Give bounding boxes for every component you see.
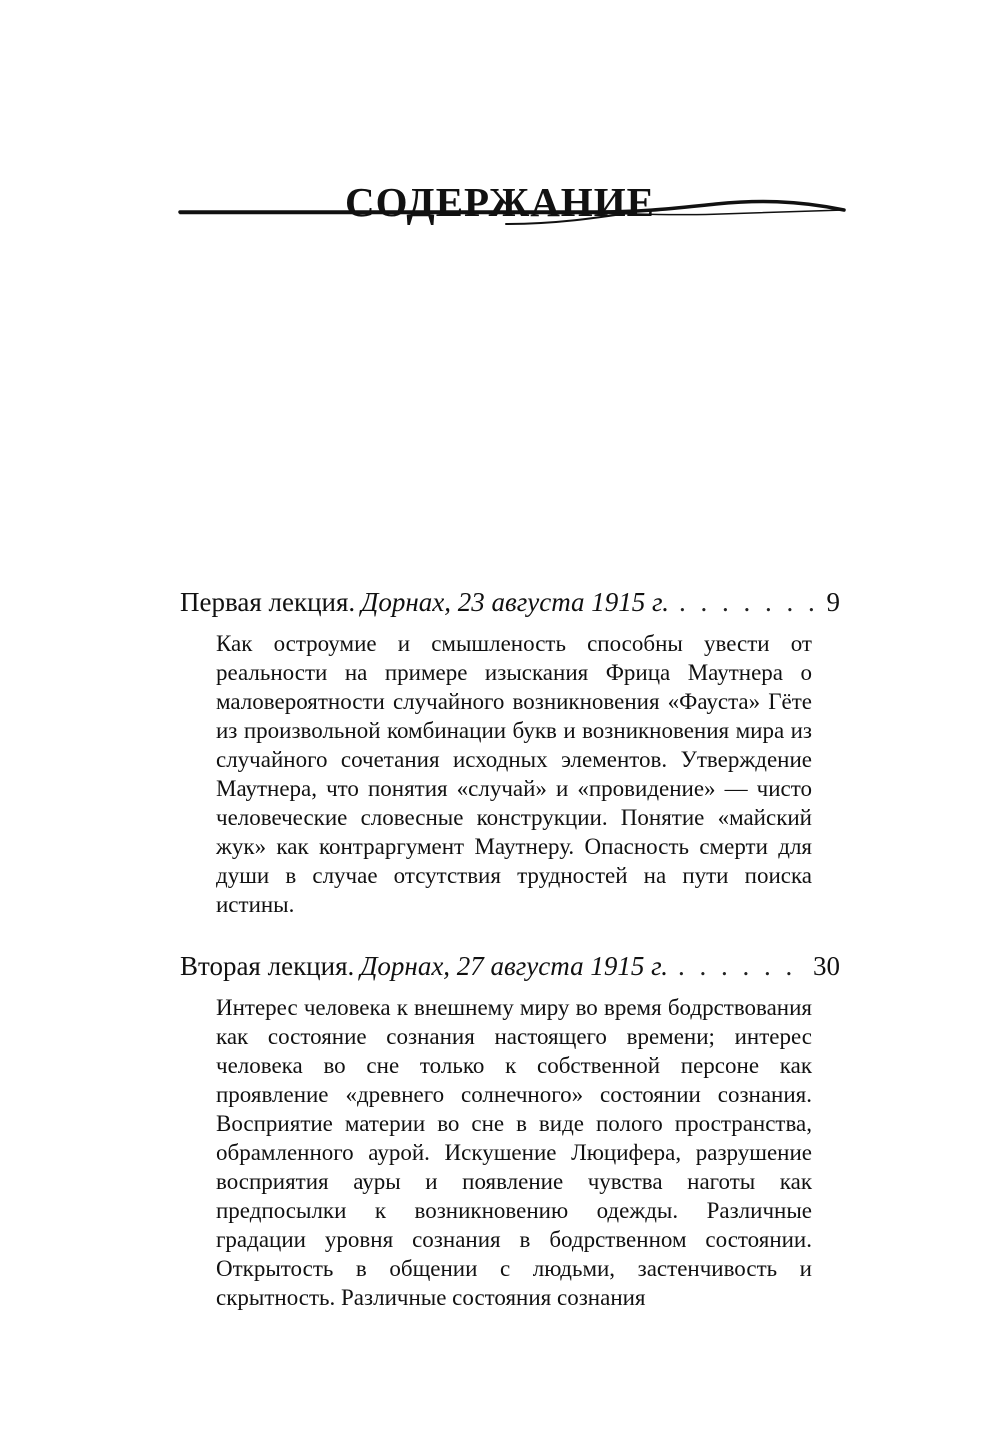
title-ornament-rule xyxy=(176,194,850,230)
lecture-summary: Как остроумие и смышленость способны увести от реальности на примере изыскания Фрица Маутнера о маловероятности случайного возникновения «Фауста» Гёте из произвольной комбинации букв и возникновения мира из случайного сочетания исходных элементов. Утверждение Маутнера, что понятия «случай» и «провидение» — чисто человеческие словесные конструкции. Понятие «майский жук» как контраргумент Маутнеру. Опасность смерти для души в случае отсутствия трудностей на пути поиска истины. xyxy=(216,631,812,917)
toc-entry-heading[interactable] xyxy=(180,947,840,985)
lecture-title: Вторая лекция. xyxy=(180,951,355,981)
lecture-summary: Интерес человека к внешнему миру во время бодрствования как состояние сознания настоящего времени; интерес человека во сне только к собственной персоне как проявление «древнего солнечного» состоянии сознания. Восприятие материи во сне в виде полого пространства, обрамленного аурой. Искушение Люцифера, разрушение восприятия ауры и появление чувства наготы как предпосылки к возникновению одежды. Различные градации уровня сознания в бодрственном состоянии. Открытость в общении с людьми, застенчивость и скрытность. Различные состояния сознания xyxy=(216,995,812,1310)
toc-entry xyxy=(180,583,840,919)
page-number: 30 xyxy=(813,951,840,981)
lecture-date: Дорнах, 27 августа 1915 г. xyxy=(360,951,669,981)
dot-leader xyxy=(678,947,799,985)
page-title: СОДЕРЖАНИЕ xyxy=(345,179,655,226)
lecture-title: Первая лекция. xyxy=(180,587,356,617)
toc-entry-heading[interactable] xyxy=(180,583,840,621)
page-number: 9 xyxy=(826,587,840,617)
lecture-date: Дорнах, 23 августа 1915 г. xyxy=(361,587,669,617)
table-of-contents xyxy=(180,583,840,1312)
toc-entry xyxy=(180,947,840,1312)
dot-leader xyxy=(679,583,813,621)
